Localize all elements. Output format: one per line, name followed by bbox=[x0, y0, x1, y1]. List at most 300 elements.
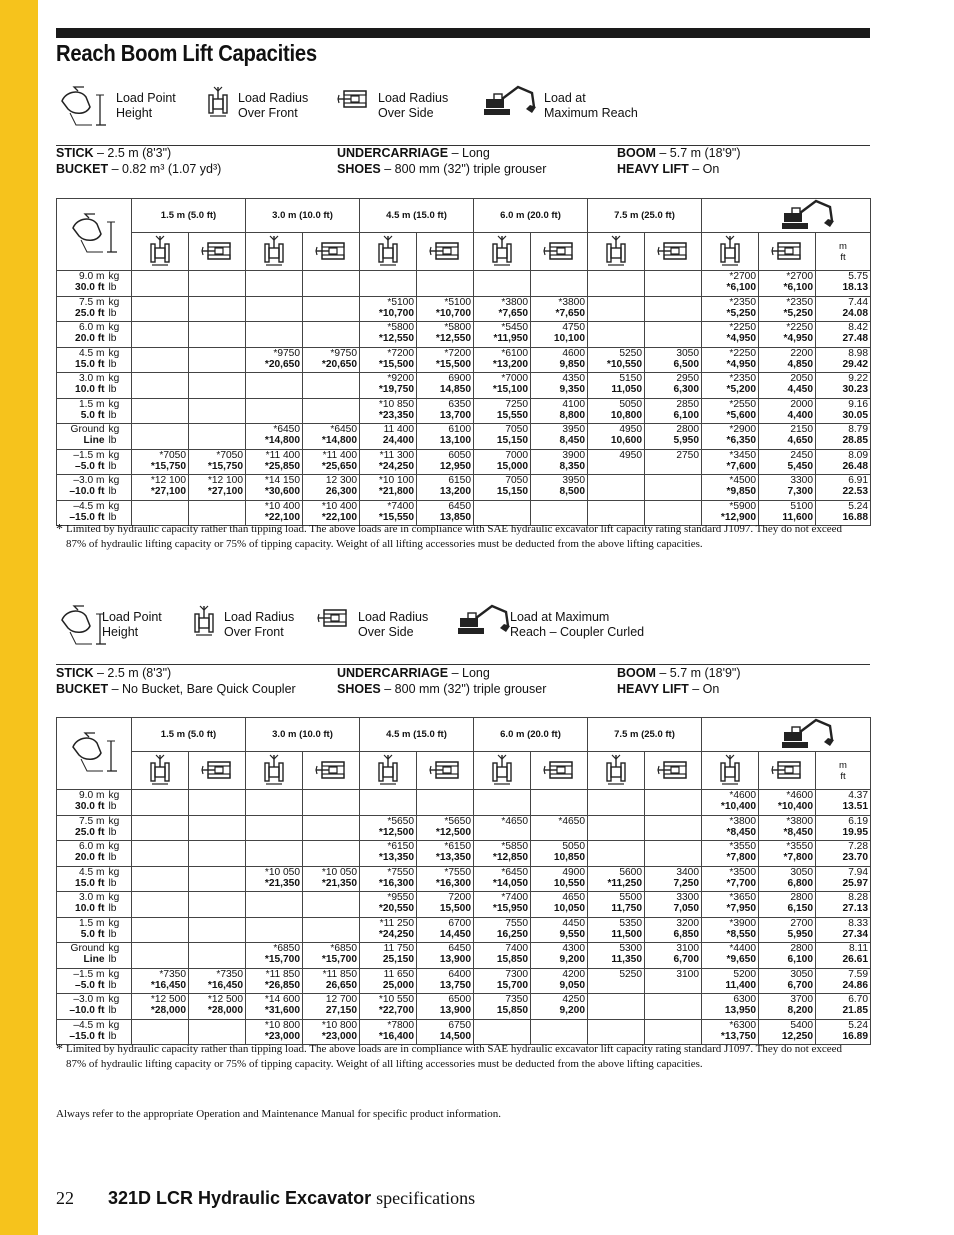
load-radius-front-icon bbox=[262, 234, 286, 266]
capacity-cell bbox=[531, 994, 588, 1020]
direction-icon-cell bbox=[702, 233, 759, 271]
table-row bbox=[57, 841, 871, 867]
capacity-cell bbox=[588, 271, 645, 297]
capacity-lb: 5,950 bbox=[787, 928, 813, 940]
spec-column bbox=[337, 145, 546, 177]
capacity-cell bbox=[360, 815, 417, 841]
capacity-lb: *8,450 bbox=[783, 826, 813, 838]
load-height bbox=[57, 322, 107, 348]
capacity-lb: 12,250 bbox=[781, 1030, 813, 1042]
capacity-cell bbox=[246, 866, 303, 892]
capacity-kg: *2350 bbox=[786, 296, 813, 308]
capacity-lb: 4,400 bbox=[787, 409, 813, 421]
capacity-lb: *22,700 bbox=[378, 1005, 414, 1016]
capacity-kg: *11 250 bbox=[379, 917, 414, 929]
spec-key: STICK bbox=[56, 146, 94, 160]
capacity-cell bbox=[189, 917, 246, 943]
capacity-kg: 6100 bbox=[448, 424, 471, 435]
capacity-lb: 4,450 bbox=[787, 384, 813, 395]
capacity-lb: 6,500 bbox=[673, 358, 699, 370]
capacity-kg: 7050 bbox=[505, 475, 528, 486]
capacity-cell bbox=[531, 398, 588, 424]
capacity-cell bbox=[702, 841, 759, 867]
capacity-lb: 14,450 bbox=[439, 928, 471, 940]
capacity-cell bbox=[189, 271, 246, 297]
capacity-cell bbox=[474, 917, 531, 943]
capacity-cell bbox=[759, 815, 816, 841]
capacity-lb: *5,250 bbox=[783, 307, 813, 319]
capacity-lb: 9,550 bbox=[559, 928, 585, 940]
capacity-kg: 6350 bbox=[448, 398, 471, 410]
capacity-cell bbox=[303, 917, 360, 943]
direction-icon-cell bbox=[759, 233, 816, 271]
reach-unit-header bbox=[816, 752, 871, 790]
capacity-lb: 26,650 bbox=[325, 979, 357, 991]
capacity-lb: *13,200 bbox=[492, 358, 528, 370]
reach-ft: 26.48 bbox=[842, 460, 869, 472]
capacity-kg: 2700 bbox=[790, 917, 813, 929]
load-height bbox=[57, 968, 107, 994]
capacity-kg: *4650 bbox=[501, 815, 528, 827]
capacity-lb: 6,700 bbox=[787, 979, 813, 991]
capacity-lb: 15,850 bbox=[496, 1005, 528, 1016]
capacity-lb: 13,100 bbox=[439, 435, 471, 446]
capacity-lb: *8,450 bbox=[726, 826, 756, 838]
capacity-kg: 11 400 bbox=[383, 424, 414, 435]
spec-column bbox=[337, 665, 546, 697]
capacity-kg: *6450 bbox=[330, 424, 357, 435]
capacity-cell bbox=[531, 866, 588, 892]
capacity-kg: 4900 bbox=[562, 866, 585, 878]
spec-value: – 5.7 m (18'9") bbox=[655, 146, 741, 160]
table-row bbox=[57, 322, 871, 348]
capacity-cell bbox=[474, 373, 531, 399]
load-radius-front-icon bbox=[376, 753, 400, 785]
capacity-cell bbox=[246, 424, 303, 450]
capacity-cell bbox=[189, 815, 246, 841]
spec-line bbox=[337, 665, 546, 681]
capacity-kg: *11 300 bbox=[379, 449, 414, 461]
capacity-lb: 13,700 bbox=[439, 409, 471, 421]
capacity-cell bbox=[246, 892, 303, 918]
height-ft: 10.0 ft bbox=[75, 903, 105, 914]
capacity-kg: *7050 bbox=[216, 449, 243, 461]
capacity-cell bbox=[588, 866, 645, 892]
capacity-cell bbox=[246, 296, 303, 322]
capacity-kg: *6850 bbox=[330, 943, 357, 954]
capacity-cell bbox=[645, 296, 702, 322]
spec-line bbox=[56, 161, 221, 177]
capacity-kg: 6750 bbox=[448, 1019, 471, 1031]
load-radius-front-icon bbox=[718, 234, 742, 266]
capacity-kg: 6400 bbox=[448, 968, 471, 980]
capacity-kg: *9200 bbox=[387, 373, 414, 384]
capacity-kg: *7350 bbox=[216, 968, 243, 980]
capacity-cell bbox=[303, 271, 360, 297]
spec-column bbox=[617, 145, 741, 177]
unit-m: m bbox=[839, 759, 847, 771]
unit-kg: kg bbox=[108, 500, 120, 512]
units bbox=[107, 449, 132, 475]
capacity-kg: 3300 bbox=[790, 475, 813, 486]
capacity-lb: 10,050 bbox=[553, 903, 585, 914]
lift-capacity-table-1 bbox=[56, 198, 871, 526]
capacity-lb: *21,350 bbox=[264, 877, 300, 889]
capacity-cell bbox=[759, 424, 816, 450]
capacity-cell bbox=[759, 1019, 816, 1045]
radius-header: 3.0 m (10.0 ft) bbox=[246, 718, 360, 752]
capacity-cell bbox=[588, 347, 645, 373]
capacity-lb: *16,400 bbox=[378, 1030, 414, 1042]
capacity-lb: 11,050 bbox=[611, 384, 642, 395]
capacity-kg: *3550 bbox=[786, 841, 813, 852]
capacity-cell bbox=[645, 943, 702, 969]
load-height bbox=[57, 917, 107, 943]
capacity-cell bbox=[531, 815, 588, 841]
capacity-cell bbox=[189, 943, 246, 969]
max-reach-value bbox=[816, 475, 871, 501]
capacity-kg: *5100 bbox=[387, 296, 414, 308]
height-ft: 15.0 ft bbox=[75, 877, 105, 889]
capacity-kg: 4350 bbox=[562, 373, 585, 384]
max-reach-value bbox=[816, 449, 871, 475]
capacity-lb: *15,500 bbox=[378, 358, 414, 370]
spec-params-1 bbox=[56, 145, 870, 181]
capacity-lb: 15,500 bbox=[439, 903, 471, 914]
capacity-cell bbox=[246, 475, 303, 501]
spec-key: SHOES bbox=[337, 682, 381, 696]
operation-manual-note: Always refer to the appropriate Operation and Maintenance Manual for specific product information. bbox=[56, 1108, 502, 1120]
capacity-kg: *12 100 bbox=[150, 475, 186, 486]
height-m: –3.0 m bbox=[73, 994, 105, 1005]
load-height bbox=[57, 841, 107, 867]
reach-ft: 16.88 bbox=[842, 511, 869, 523]
table-row bbox=[57, 994, 871, 1020]
capacity-cell bbox=[246, 373, 303, 399]
capacity-lb: *4,950 bbox=[726, 333, 756, 344]
height-ft: 15.0 ft bbox=[75, 358, 105, 370]
reach-m: 6.91 bbox=[848, 475, 869, 486]
capacity-kg: *10 400 bbox=[264, 500, 300, 512]
capacity-lb: *20,650 bbox=[321, 358, 357, 370]
max-reach-value bbox=[816, 968, 871, 994]
capacity-kg: *5450 bbox=[501, 322, 528, 333]
capacity-cell bbox=[417, 424, 474, 450]
capacity-cell bbox=[246, 790, 303, 816]
capacity-lb: 15,850 bbox=[496, 954, 528, 965]
legend-label: Load Radius Over Side bbox=[358, 610, 429, 639]
capacity-lb: *24,250 bbox=[378, 460, 414, 472]
capacity-cell bbox=[189, 475, 246, 501]
capacity-kg: 4950 bbox=[619, 424, 642, 435]
table-row bbox=[57, 968, 871, 994]
capacity-cell bbox=[189, 994, 246, 1020]
reach-m: 8.09 bbox=[848, 449, 869, 461]
capacity-kg: *6450 bbox=[273, 424, 300, 435]
capacity-cell bbox=[189, 968, 246, 994]
capacity-kg: 6500 bbox=[448, 994, 471, 1005]
capacity-lb: 6,150 bbox=[787, 903, 813, 914]
capacity-cell bbox=[303, 398, 360, 424]
capacity-kg: 4250 bbox=[562, 994, 585, 1005]
capacity-kg: *5650 bbox=[444, 815, 471, 827]
capacity-kg: *5800 bbox=[387, 322, 414, 333]
units bbox=[107, 296, 132, 322]
capacity-kg: 5200 bbox=[733, 968, 756, 980]
capacity-kg: 11 750 bbox=[383, 943, 414, 954]
capacity-cell bbox=[360, 790, 417, 816]
capacity-kg: 2800 bbox=[790, 943, 813, 954]
capacity-cell bbox=[360, 449, 417, 475]
height-m: 1.5 m bbox=[79, 398, 105, 410]
direction-icon-cell bbox=[531, 752, 588, 790]
capacity-lb: *7,950 bbox=[726, 903, 756, 914]
spec-value: – Long bbox=[448, 146, 490, 160]
spec-line bbox=[337, 161, 546, 177]
capacity-kg: *7800 bbox=[387, 1019, 414, 1031]
capacity-lb: 8,800 bbox=[559, 409, 585, 421]
capacity-lb: 7,050 bbox=[673, 903, 699, 914]
capacity-cell bbox=[360, 1019, 417, 1045]
load-height bbox=[57, 347, 107, 373]
unit-kg: kg bbox=[108, 373, 120, 384]
capacity-cell bbox=[588, 994, 645, 1020]
capacity-cell bbox=[702, 943, 759, 969]
capacity-lb: *4,950 bbox=[783, 333, 813, 344]
units bbox=[107, 1019, 132, 1045]
capacity-cell bbox=[645, 347, 702, 373]
load-height bbox=[57, 373, 107, 399]
unit-lb: lb bbox=[108, 954, 117, 965]
capacity-cell bbox=[759, 790, 816, 816]
load-height bbox=[57, 943, 107, 969]
capacity-cell bbox=[702, 968, 759, 994]
capacity-lb: 13,200 bbox=[439, 486, 471, 497]
capacity-kg: 4100 bbox=[562, 398, 585, 410]
max-reach-header bbox=[702, 718, 871, 752]
capacity-cell bbox=[702, 424, 759, 450]
max-reach-value bbox=[816, 841, 871, 867]
capacity-lb: *6,100 bbox=[783, 282, 813, 293]
capacity-lb: 15,150 bbox=[496, 435, 528, 446]
capacity-lb: *7,800 bbox=[783, 852, 813, 863]
reach-m: 7.94 bbox=[848, 866, 869, 878]
load-radius-side-icon bbox=[656, 237, 690, 263]
capacity-cell bbox=[360, 347, 417, 373]
unit-lb: lb bbox=[108, 333, 117, 344]
capacity-cell bbox=[417, 373, 474, 399]
capacity-cell bbox=[246, 841, 303, 867]
unit-lb: lb bbox=[108, 282, 117, 293]
capacity-cell bbox=[189, 373, 246, 399]
height-ft: –10.0 ft bbox=[69, 1005, 105, 1016]
spec-value: – 0.82 m³ (1.07 yd³) bbox=[108, 162, 222, 176]
capacity-lb: 15,550 bbox=[496, 409, 528, 421]
legend-label: Load Radius Over Side bbox=[378, 91, 449, 120]
capacity-cell bbox=[360, 398, 417, 424]
max-reach-value bbox=[816, 1019, 871, 1045]
capacity-kg: *4500 bbox=[729, 475, 756, 486]
reach-m: 6.70 bbox=[848, 994, 869, 1005]
table-row bbox=[57, 449, 871, 475]
max-reach-value bbox=[816, 322, 871, 348]
capacity-kg: 4200 bbox=[562, 968, 585, 980]
table-row bbox=[57, 943, 871, 969]
capacity-kg: 5400 bbox=[790, 1019, 813, 1031]
reach-m: 8.79 bbox=[848, 424, 869, 435]
capacity-lb: 15,000 bbox=[496, 460, 528, 472]
spec-line bbox=[617, 681, 741, 697]
capacity-kg: 3950 bbox=[562, 424, 585, 435]
reach-m: 7.44 bbox=[848, 296, 869, 308]
capacity-cell bbox=[303, 424, 360, 450]
legend-label: Load Radius Over Front bbox=[224, 610, 295, 639]
capacity-kg: *10 800 bbox=[264, 1019, 300, 1031]
capacity-kg: *4600 bbox=[729, 790, 756, 801]
height-m: Ground bbox=[70, 424, 105, 435]
capacity-lb: *20,550 bbox=[378, 903, 414, 914]
direction-icon-cell bbox=[417, 233, 474, 271]
capacity-cell bbox=[588, 449, 645, 475]
note-asterisk: * bbox=[56, 522, 63, 537]
spec-column bbox=[56, 145, 221, 177]
capacity-kg: *3500 bbox=[729, 866, 756, 878]
page-footer bbox=[56, 1188, 475, 1209]
capacity-cell bbox=[531, 271, 588, 297]
capacity-kg: *7350 bbox=[159, 968, 186, 980]
capacity-lb: *10,400 bbox=[777, 801, 813, 812]
capacity-cell bbox=[246, 347, 303, 373]
load-height bbox=[57, 475, 107, 501]
capacity-lb: *23,350 bbox=[378, 409, 414, 421]
capacity-kg: *2250 bbox=[786, 322, 813, 333]
units bbox=[107, 322, 132, 348]
reach-m: 7.28 bbox=[848, 841, 869, 852]
capacity-lb: *25,850 bbox=[264, 460, 300, 472]
direction-icon-cell bbox=[303, 233, 360, 271]
direction-icon-cell bbox=[246, 752, 303, 790]
unit-lb: lb bbox=[108, 435, 117, 446]
capacity-cell bbox=[360, 866, 417, 892]
capacity-lb: *31,600 bbox=[264, 1005, 300, 1016]
capacity-kg: 2150 bbox=[790, 424, 813, 435]
capacity-cell bbox=[645, 892, 702, 918]
capacity-cell bbox=[303, 347, 360, 373]
capacity-kg: *11 400 bbox=[322, 449, 357, 461]
capacity-kg: 6450 bbox=[448, 943, 471, 954]
capacity-kg: 3400 bbox=[676, 866, 699, 878]
capacity-cell bbox=[645, 322, 702, 348]
load-radius-side-icon bbox=[200, 237, 234, 263]
capacity-cell bbox=[759, 866, 816, 892]
capacity-lb: 6,850 bbox=[673, 928, 699, 940]
capacity-lb: 8,350 bbox=[559, 460, 585, 472]
capacity-cell bbox=[303, 449, 360, 475]
capacity-kg: 7300 bbox=[505, 968, 528, 980]
spec-value: – No Bucket, Bare Quick Coupler bbox=[108, 682, 296, 696]
capacity-cell bbox=[702, 475, 759, 501]
capacity-cell bbox=[531, 296, 588, 322]
capacity-cell bbox=[531, 424, 588, 450]
capacity-cell bbox=[417, 322, 474, 348]
capacity-lb: 9,050 bbox=[559, 979, 585, 991]
load-radius-side-icon bbox=[314, 756, 348, 782]
load-point-height-icon bbox=[67, 212, 121, 254]
reach-ft: 27.48 bbox=[842, 333, 869, 344]
capacity-cell bbox=[360, 322, 417, 348]
capacity-cell bbox=[417, 1019, 474, 1045]
height-m: 7.5 m bbox=[79, 815, 105, 827]
capacity-cell bbox=[303, 866, 360, 892]
capacity-kg: *3900 bbox=[729, 917, 756, 929]
table-row bbox=[57, 424, 871, 450]
reach-ft: 13.51 bbox=[842, 801, 869, 812]
height-ft: 25.0 ft bbox=[75, 826, 105, 838]
direction-icon-cell bbox=[645, 233, 702, 271]
reach-m: 5.75 bbox=[848, 271, 869, 282]
capacity-cell bbox=[474, 1019, 531, 1045]
capacity-kg: 5050 bbox=[619, 398, 642, 410]
capacity-kg: *14 150 bbox=[264, 475, 300, 486]
units bbox=[107, 271, 132, 297]
load-radius-side-icon bbox=[200, 756, 234, 782]
capacity-cell bbox=[645, 475, 702, 501]
height-ft: –5.0 ft bbox=[75, 979, 105, 991]
capacity-lb: *27,100 bbox=[207, 486, 243, 497]
spec-line bbox=[337, 145, 546, 161]
capacity-cell bbox=[132, 943, 189, 969]
spec-key: BUCKET bbox=[56, 682, 109, 696]
capacity-kg: *9750 bbox=[273, 347, 300, 359]
capacity-cell bbox=[759, 322, 816, 348]
capacity-lb: *16,300 bbox=[435, 877, 471, 889]
unit-kg: kg bbox=[108, 968, 120, 980]
capacity-kg: *6450 bbox=[501, 866, 528, 878]
excavator-icon bbox=[480, 85, 536, 115]
capacity-kg: *7400 bbox=[501, 892, 528, 903]
capacity-cell bbox=[531, 475, 588, 501]
spec-value: – On bbox=[688, 682, 720, 696]
reach-m: 8.42 bbox=[848, 322, 869, 333]
table-row bbox=[57, 373, 871, 399]
capacity-kg: 3300 bbox=[676, 892, 699, 903]
height-m: –1.5 m bbox=[73, 449, 105, 461]
capacity-kg: 5250 bbox=[619, 347, 642, 359]
units bbox=[107, 475, 132, 501]
reach-unit-header bbox=[816, 233, 871, 271]
capacity-cell bbox=[303, 968, 360, 994]
capacity-cell bbox=[417, 841, 474, 867]
reach-m: 8.98 bbox=[848, 347, 869, 359]
capacity-cell bbox=[531, 790, 588, 816]
capacity-kg: 7200 bbox=[448, 892, 471, 903]
capacity-cell bbox=[702, 892, 759, 918]
capacity-cell bbox=[702, 866, 759, 892]
load-radius-front-icon bbox=[192, 604, 216, 636]
direction-icon-cell bbox=[303, 752, 360, 790]
direction-icon-cell bbox=[588, 752, 645, 790]
capacity-cell bbox=[303, 841, 360, 867]
capacity-kg: 4750 bbox=[562, 322, 585, 333]
capacity-lb: 24,400 bbox=[382, 435, 414, 446]
capacity-cell bbox=[132, 373, 189, 399]
capacity-kg: 2050 bbox=[790, 373, 813, 384]
unit-lb: lb bbox=[108, 384, 117, 395]
capacity-cell bbox=[588, 322, 645, 348]
height-ft: 30.0 ft bbox=[75, 801, 105, 812]
reach-ft: 30.23 bbox=[842, 384, 869, 395]
load-radius-front-icon bbox=[206, 85, 230, 117]
